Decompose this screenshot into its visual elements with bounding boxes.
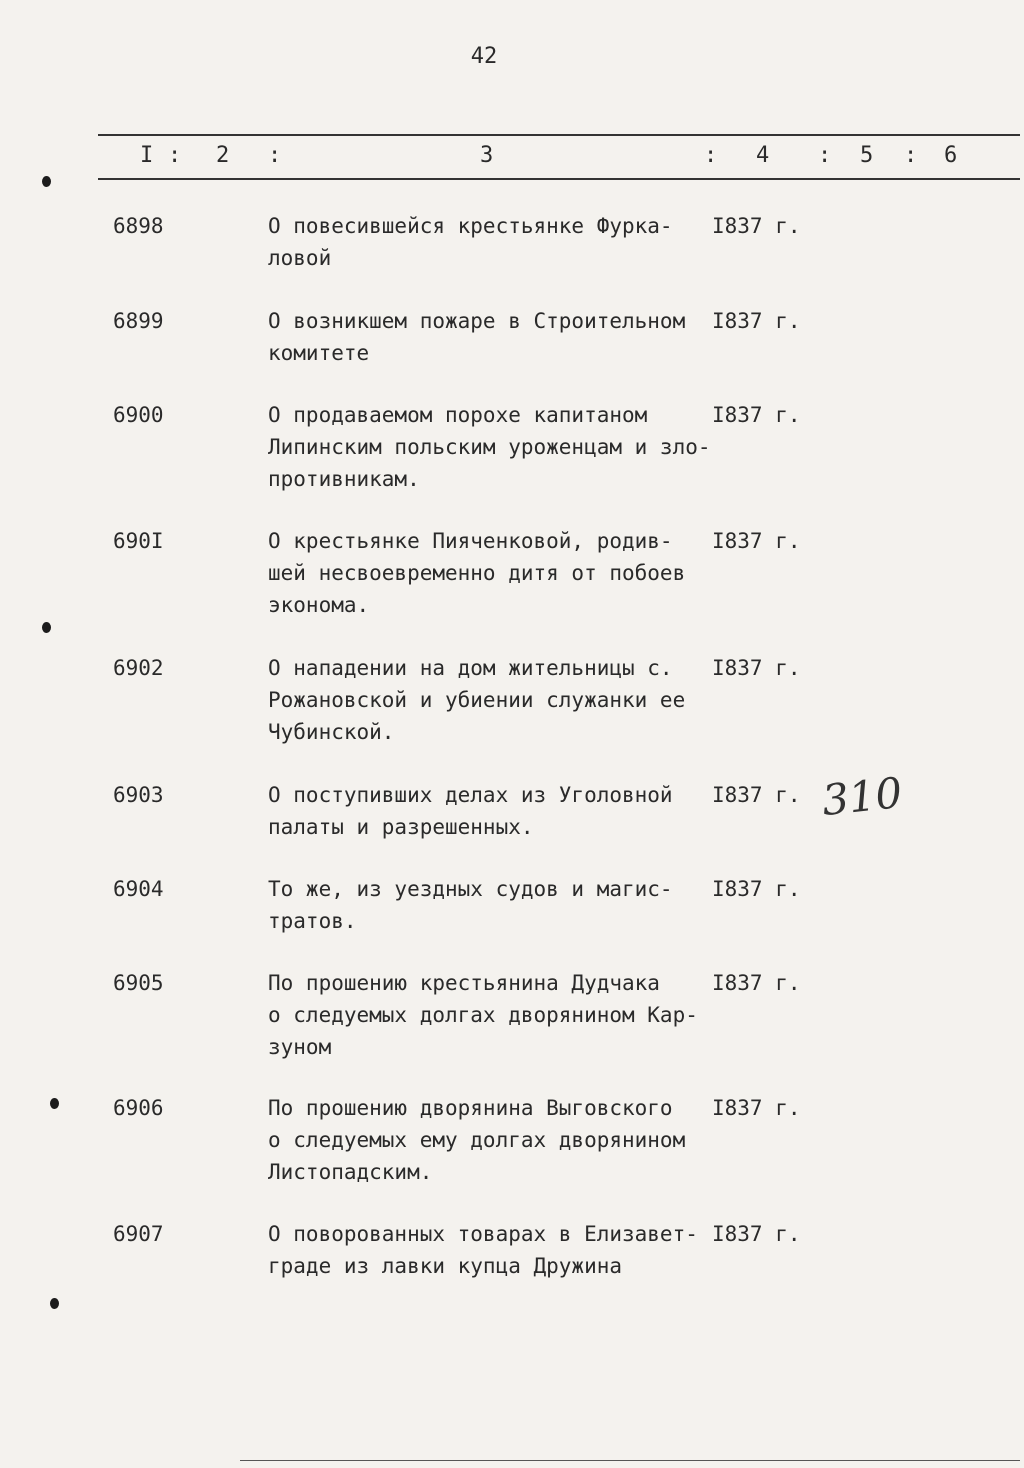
header-top-rule [98, 134, 1020, 136]
header-col-3: 3 [480, 143, 494, 168]
record-number: 6902 [113, 656, 164, 680]
record-number: 6900 [113, 403, 164, 427]
record-title: По прошению крестьянина Дудчака о следуемых долгах дворянином Кар- зуном [268, 971, 698, 1059]
record-title: О возникшем пожаре в Строительном комитете [268, 309, 686, 365]
page-number: 42 [470, 44, 498, 69]
record-year: I837 г. [712, 529, 801, 553]
header-col-2: 2 [216, 143, 230, 168]
header-sep: : [168, 143, 182, 168]
record-title: О поступивших делах из Уголовной палаты и разрешенных. [268, 783, 673, 839]
header-sep: : [818, 143, 832, 168]
record-title: По прошению дворянина Выговского о следуемых ему долгах дворянином Листопадским. [268, 1096, 686, 1184]
record-year: I837 г. [712, 1222, 801, 1246]
record-number: 6898 [113, 214, 164, 238]
header-col-5: 5 [860, 143, 874, 168]
record-year: I837 г. [712, 783, 801, 807]
record-title: О нападении на дом жительницы с. Рожановской и убиении служанки ее Чубинской. [268, 656, 686, 744]
record-number: 6906 [113, 1096, 164, 1120]
header-sep: : [704, 143, 718, 168]
header-col-4: 4 [756, 143, 770, 168]
record-title: О продаваемом порохе капитаном Липинским польским уроженцам и зло- противникам. [268, 403, 711, 491]
record-year: I837 г. [712, 309, 801, 333]
punch-hole [42, 176, 51, 187]
record-title: О крестьянке Пияченковой, родив- шей несвоевременно дитя от побоев эконома. [268, 529, 686, 617]
record-number: 6904 [113, 877, 164, 901]
record-title: О повесившейся крестьянке Фурка- ловой [268, 214, 673, 270]
punch-hole [42, 622, 51, 633]
record-year: I837 г. [712, 214, 801, 238]
record-number: 690I [113, 529, 164, 553]
header-col-1: I [140, 143, 154, 168]
record-title: О поворованных товарах в Елизавет- граде из лавки купца Дружина [268, 1222, 698, 1278]
table-header [0, 143, 1024, 173]
record-year: I837 г. [712, 877, 801, 901]
record-year: I837 г. [712, 403, 801, 427]
record-number: 6899 [113, 309, 164, 333]
header-sep: : [904, 143, 918, 168]
record-year: I837 г. [712, 971, 801, 995]
punch-hole [50, 1298, 59, 1309]
record-number: 6903 [113, 783, 164, 807]
record-number: 6907 [113, 1222, 164, 1246]
page-bottom-rule [240, 1460, 1020, 1461]
record-year: I837 г. [712, 656, 801, 680]
handwritten-annotation: 310 [819, 767, 905, 826]
record-number: 6905 [113, 971, 164, 995]
record-year: I837 г. [712, 1096, 801, 1120]
header-bottom-rule [98, 178, 1020, 180]
record-title: То же, из уездных судов и магис- тратов. [268, 877, 673, 933]
header-col-6: 6 [944, 143, 958, 168]
punch-hole [50, 1098, 59, 1109]
header-sep: : [268, 143, 282, 168]
